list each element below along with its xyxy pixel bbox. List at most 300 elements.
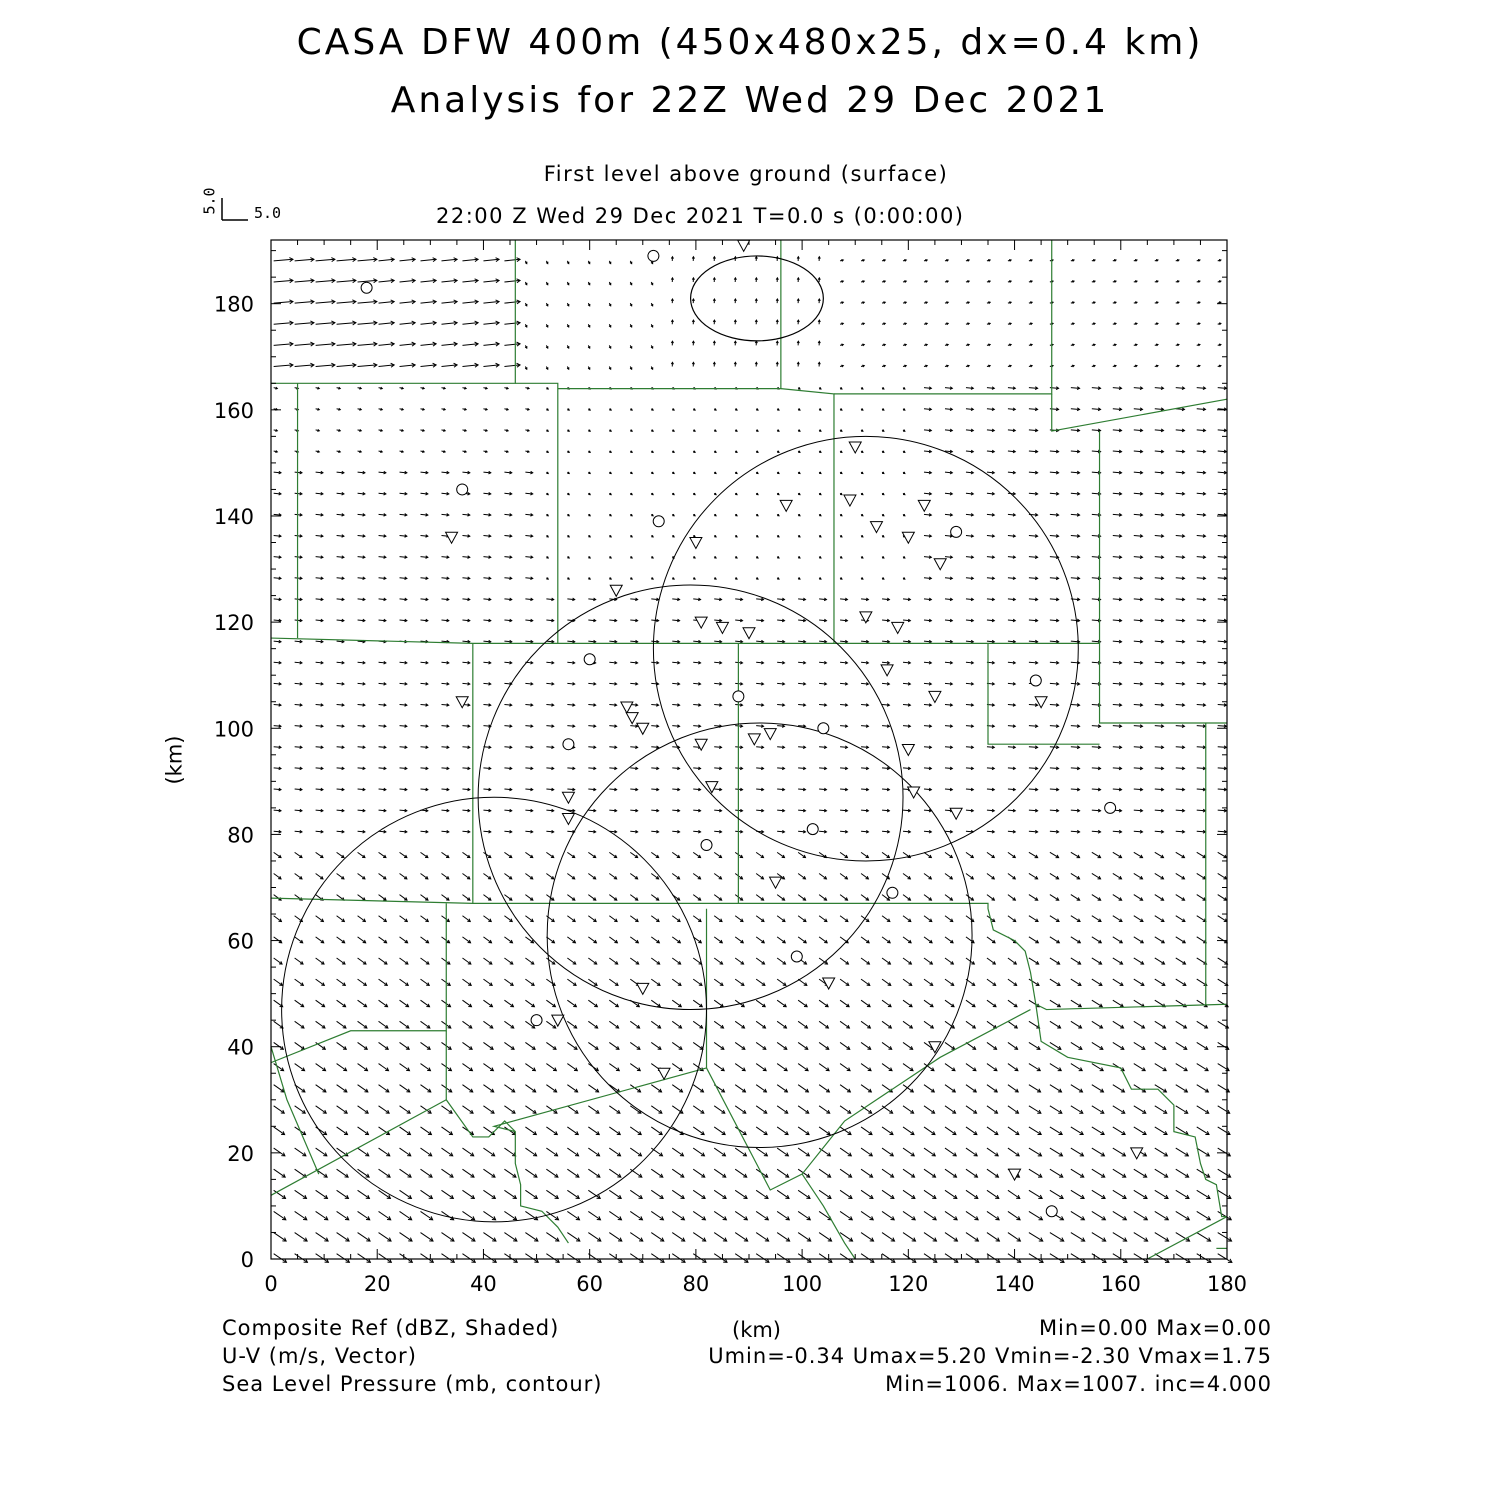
wind-arrow <box>1155 1169 1168 1177</box>
wind-arrow <box>798 873 805 878</box>
wind-arrow <box>1113 1106 1125 1113</box>
wind-arrow <box>588 1148 599 1156</box>
wind-arrow <box>1008 1042 1018 1049</box>
wind-arrow <box>1134 1211 1148 1219</box>
county-line <box>1052 394 1227 431</box>
wind-arrow <box>1155 1106 1167 1113</box>
wind-arrow <box>588 1254 601 1263</box>
wind-arrow <box>798 1148 809 1156</box>
wind-arrow <box>882 1064 892 1071</box>
wind-arrow <box>735 916 743 922</box>
wind-arrow <box>274 1064 284 1071</box>
wind-arrow <box>400 937 408 943</box>
station-circle <box>818 723 829 734</box>
wind-arrow <box>1071 1127 1083 1135</box>
wind-arrow <box>337 1064 347 1071</box>
wind-arrow <box>567 1064 577 1071</box>
wind-arrow <box>777 979 786 985</box>
wind-arrow <box>379 937 387 943</box>
wind-arrow <box>924 1085 934 1092</box>
wind-arrow <box>274 344 293 346</box>
wind-arrow <box>1134 1085 1146 1092</box>
wind-arrow <box>337 916 345 922</box>
wind-arrow <box>483 1233 495 1242</box>
radar-range-rings <box>282 436 1079 1221</box>
wind-arrow <box>1092 958 1102 964</box>
wind-arrow <box>1134 1233 1148 1242</box>
wind-arrow <box>337 873 344 878</box>
wind-arrow <box>1092 1000 1102 1006</box>
wind-arrow <box>379 1085 389 1092</box>
wind-arrow <box>840 958 848 964</box>
wind-arrow <box>630 895 637 901</box>
wind-arrow <box>651 1085 661 1092</box>
wind-arrow <box>1029 1042 1040 1049</box>
wind-arrow <box>1050 1021 1061 1028</box>
wind-arrow <box>987 937 995 943</box>
wind-arrow <box>735 937 743 943</box>
wind-arrow <box>735 1190 747 1198</box>
station-triangle <box>780 500 792 511</box>
wind-arrow <box>1176 1254 1190 1263</box>
x-tick-label: 20 <box>363 1272 391 1296</box>
wind-arrow <box>861 1127 872 1135</box>
wind-arrow <box>379 1169 391 1177</box>
wind-arrow <box>1029 1148 1042 1156</box>
wind-arrow <box>462 1233 474 1242</box>
wind-arrow <box>295 344 314 346</box>
wind-arrow <box>1197 1064 1208 1071</box>
wind-arrow <box>1134 937 1143 943</box>
wind-arrow <box>546 1169 558 1177</box>
wind-arrow <box>1092 1211 1106 1219</box>
wind-arrow <box>735 1106 746 1113</box>
wind-arrow <box>735 1042 745 1049</box>
wind-arrow <box>379 1000 388 1006</box>
wind-arrow <box>400 1254 413 1263</box>
wind-arrow <box>400 958 408 964</box>
wind-arrow <box>651 1021 660 1028</box>
wind-arrow <box>1008 1021 1017 1028</box>
wind-arrow <box>966 937 974 943</box>
wind-arrow <box>316 937 324 943</box>
wind-arrow <box>358 958 366 964</box>
wind-arrow <box>651 937 659 943</box>
wind-arrow <box>672 937 680 943</box>
station-triangle <box>552 1015 564 1026</box>
wind-arrow <box>861 1148 872 1156</box>
wind-arrow <box>483 1148 494 1156</box>
wind-arrow <box>630 1148 641 1156</box>
wind-arrow <box>714 937 722 943</box>
footer-field1-stats: Min=0.00 Max=0.00 <box>1038 1316 1272 1340</box>
wind-arrow <box>1155 1021 1166 1028</box>
footer-field3-stats: Min=1006. Max=1007. inc=4.000 <box>885 1372 1272 1396</box>
station-triangle <box>908 787 920 798</box>
wind-arrow <box>588 895 595 901</box>
wind-vectors <box>274 257 1232 1263</box>
wind-arrow <box>1092 1021 1103 1028</box>
wind-arrow <box>672 1211 684 1219</box>
station-circle <box>951 526 962 537</box>
wind-arrow <box>882 1106 893 1113</box>
wind-arrow <box>756 916 764 922</box>
wind-arrow <box>1113 916 1122 922</box>
wind-arrow <box>567 1106 578 1113</box>
wind-arrow <box>400 1127 411 1135</box>
station-circle <box>807 824 818 835</box>
wind-arrow <box>861 937 869 943</box>
station-triangle <box>770 877 782 888</box>
wind-arrow <box>945 1064 955 1071</box>
wind-arrow <box>1113 1021 1124 1028</box>
wind-arrow <box>295 1106 306 1113</box>
wind-arrow <box>798 1211 810 1219</box>
wind-arrow <box>379 1021 388 1028</box>
wind-arrow <box>714 1106 725 1113</box>
wind-arrow <box>1071 1254 1085 1263</box>
wind-arrow <box>630 958 638 964</box>
x-tick-label: 120 <box>888 1272 929 1296</box>
wind-arrow <box>840 1169 852 1177</box>
wind-arrow <box>400 1233 412 1242</box>
wind-arrow <box>987 1211 999 1219</box>
wind-arrow <box>358 1042 368 1049</box>
wind-arrow <box>693 1127 704 1135</box>
wind-arrow <box>295 937 303 943</box>
wind-arrow <box>337 344 356 346</box>
wind-arrow <box>630 1190 642 1198</box>
x-tick-label: 40 <box>470 1272 497 1296</box>
wind-arrow <box>483 1000 492 1006</box>
wind-arrow <box>462 1000 471 1006</box>
wind-arrow <box>861 979 870 985</box>
wind-arrow <box>840 1190 852 1198</box>
wind-arrow <box>316 344 335 346</box>
wind-arrow <box>1071 1021 1082 1028</box>
wind-arrow <box>798 1085 808 1092</box>
wind-arrow <box>1197 1233 1211 1242</box>
wind-arrow <box>945 1254 958 1263</box>
station-triangle <box>902 745 914 756</box>
wind-arrow <box>735 979 744 985</box>
wind-arrow <box>441 895 448 901</box>
wind-arrow <box>358 916 366 922</box>
wind-arrow <box>735 1085 745 1092</box>
wind-arrow <box>1155 958 1165 964</box>
frame-border <box>271 240 1227 1259</box>
wind-arrow <box>567 1254 580 1263</box>
wind-arrow <box>777 1148 788 1156</box>
wind-arrow <box>840 1211 852 1219</box>
wind-arrow <box>672 1085 682 1092</box>
wind-arrow <box>1176 1211 1190 1219</box>
wind-arrow <box>987 1085 997 1092</box>
wind-arrow <box>525 1042 535 1049</box>
wind-arrow <box>987 1190 999 1198</box>
wind-arrow <box>274 323 293 325</box>
wind-arrow <box>525 1233 537 1242</box>
wind-arrow <box>609 1190 621 1198</box>
county-line <box>1147 1217 1227 1259</box>
wind-arrow <box>358 323 377 325</box>
wind-arrow <box>966 1254 979 1263</box>
station-triangle <box>929 691 941 702</box>
wind-arrow <box>1008 1233 1020 1242</box>
wind-arrow <box>1071 937 1080 943</box>
wind-arrow <box>1218 1190 1231 1198</box>
wind-arrow <box>316 323 335 325</box>
wind-arrow <box>861 1085 871 1092</box>
station-circle <box>791 951 802 962</box>
wind-arrow <box>609 1211 621 1219</box>
wind-arrow <box>337 1127 348 1135</box>
wind-arrow <box>1029 1064 1040 1071</box>
wind-arrow <box>924 979 933 985</box>
wind-arrow <box>609 1064 619 1071</box>
wind-arrow <box>630 916 638 922</box>
wind-arrow <box>798 895 805 901</box>
wind-arrow <box>358 1127 369 1135</box>
wind-arrow <box>1134 1106 1146 1113</box>
wind-arrow <box>379 1064 389 1071</box>
wind-arrow <box>798 1000 807 1006</box>
wind-arrow <box>714 1254 727 1263</box>
wind-arrow <box>1113 1190 1126 1198</box>
wind-arrow <box>693 1042 703 1049</box>
y-axis-label: (km) <box>162 735 187 785</box>
wind-arrow <box>1218 916 1227 922</box>
vector-key <box>222 198 248 220</box>
wind-arrow <box>651 958 659 964</box>
wind-arrow <box>358 1190 370 1198</box>
wind-arrow <box>1092 937 1101 943</box>
wind-arrow <box>714 958 722 964</box>
wind-arrow <box>274 365 293 367</box>
wind-arrow <box>609 1148 620 1156</box>
wind-arrow <box>777 937 785 943</box>
wind-arrow <box>609 979 618 985</box>
wind-arrow <box>316 1064 326 1071</box>
wind-arrow <box>1218 1106 1230 1113</box>
county-line <box>271 903 446 1062</box>
wind-arrow <box>756 1064 766 1071</box>
wind-arrow <box>274 1106 285 1113</box>
wind-arrow <box>756 1211 768 1219</box>
wind-arrow <box>358 1233 370 1242</box>
wind-arrow <box>316 1148 327 1156</box>
wind-arrow <box>819 937 827 943</box>
wind-arrow <box>756 958 764 964</box>
wind-arrow <box>1092 1085 1104 1092</box>
wind-arrow <box>1050 1169 1063 1177</box>
wind-arrow <box>735 1169 747 1177</box>
x-tick-label: 60 <box>576 1272 604 1296</box>
wind-arrow <box>379 1233 391 1242</box>
wind-arrow <box>483 1254 496 1263</box>
wind-arrow <box>588 916 596 922</box>
wind-arrow <box>1029 958 1039 964</box>
wind-arrow <box>483 873 490 878</box>
wind-arrow <box>903 1064 913 1071</box>
station-triangle <box>860 612 872 623</box>
wind-arrow <box>840 1000 849 1006</box>
wind-arrow <box>882 1254 895 1263</box>
wind-arrow <box>609 1042 619 1049</box>
wind-arrow <box>630 1254 643 1263</box>
wind-arrow <box>337 302 356 304</box>
wind-arrow <box>756 1190 768 1198</box>
wind-arrow <box>295 1233 307 1242</box>
wind-arrow <box>840 1254 853 1263</box>
wind-arrow <box>693 1254 706 1263</box>
wind-arrow <box>756 937 764 943</box>
wind-arrow <box>1008 1127 1019 1135</box>
wind-arrow <box>274 302 293 304</box>
wind-arrow <box>400 873 407 878</box>
station-triangle <box>844 495 856 506</box>
wind-arrow <box>525 1127 536 1135</box>
wind-arrow <box>987 979 996 985</box>
wind-arrow <box>295 1042 305 1049</box>
wind-arrow <box>1050 1148 1063 1156</box>
wind-arrow <box>966 1148 977 1156</box>
wind-arrow <box>882 979 891 985</box>
wind-arrow <box>462 873 469 878</box>
wind-arrow <box>966 916 974 922</box>
wind-arrow <box>337 979 346 985</box>
y-tick-label: 20 <box>227 1141 254 1166</box>
wind-arrow <box>462 916 470 922</box>
wind-arrow <box>945 916 953 922</box>
wind-arrow <box>1155 1148 1168 1156</box>
wind-arrow <box>588 1211 600 1219</box>
wind-arrow <box>1218 979 1228 985</box>
wind-arrow <box>358 979 367 985</box>
wind-arrow <box>274 895 281 901</box>
wind-arrow <box>966 1106 977 1113</box>
wind-arrow <box>903 1169 915 1177</box>
wind-arrow <box>316 1233 328 1242</box>
wind-arrow <box>483 1211 495 1219</box>
wind-arrow <box>882 1211 894 1219</box>
y-tick-label: 160 <box>213 398 254 423</box>
wind-arrow <box>756 895 763 901</box>
wind-arrow <box>693 1169 705 1177</box>
wind-arrow <box>567 1233 579 1242</box>
wind-arrow <box>1029 937 1038 943</box>
wind-arrow <box>1029 1233 1043 1242</box>
wind-arrow <box>819 1106 830 1113</box>
wind-arrow <box>819 1169 831 1177</box>
wind-arrow <box>987 1148 998 1156</box>
vector-key-u: 5.0 <box>254 204 282 222</box>
wind-arrow <box>441 937 449 943</box>
wind-arrow <box>693 1085 703 1092</box>
wind-arrow <box>1071 958 1081 964</box>
wind-arrow <box>924 1211 936 1219</box>
station-triangle <box>658 1068 670 1079</box>
wind-arrow <box>421 1064 431 1071</box>
station-triangle <box>562 813 574 824</box>
wind-arrow <box>274 1254 287 1263</box>
wind-arrow <box>903 873 910 878</box>
wind-arrow <box>693 873 700 878</box>
wind-arrow <box>400 979 409 985</box>
wind-arrow <box>504 937 512 943</box>
wind-arrow <box>945 1148 956 1156</box>
wind-arrow <box>1050 1254 1064 1263</box>
wind-arrow <box>861 1000 870 1006</box>
wind-arrow <box>525 1169 537 1177</box>
wind-arrow <box>861 1064 871 1071</box>
wind-arrow <box>1050 1064 1061 1071</box>
wind-arrow <box>861 1254 874 1263</box>
wind-arrow <box>546 1190 558 1198</box>
wind-arrow <box>861 1211 873 1219</box>
wind-arrow <box>337 1254 350 1263</box>
wind-arrow <box>756 1021 765 1028</box>
wind-arrow <box>945 1127 956 1135</box>
wind-arrow <box>672 1169 684 1177</box>
time-label: 22:00 Z Wed 29 Dec 2021 T=0.0 s (0:00:00) <box>436 204 965 228</box>
wind-arrow <box>672 1021 681 1028</box>
wind-arrow <box>462 895 469 901</box>
wind-arrow <box>714 979 723 985</box>
wind-arrow <box>630 1021 639 1028</box>
wind-arrow <box>987 873 994 878</box>
wind-arrow <box>1092 1127 1104 1135</box>
station-triangle <box>637 983 649 994</box>
wind-arrow <box>924 1127 935 1135</box>
wind-arrow <box>1155 1211 1169 1219</box>
wind-arrow <box>945 1190 957 1198</box>
wind-arrow <box>1092 1169 1105 1177</box>
wind-arrow <box>1197 1127 1209 1135</box>
wind-arrow <box>504 958 512 964</box>
wind-arrow <box>567 937 575 943</box>
wind-arrow <box>525 1148 536 1156</box>
wind-arrow <box>504 1106 515 1113</box>
wind-arrow <box>1113 1148 1126 1156</box>
wind-arrow <box>421 1169 433 1177</box>
wind-arrow <box>1113 1042 1124 1049</box>
wind-arrow <box>358 1000 367 1006</box>
station-circle <box>584 654 595 665</box>
wind-arrow <box>274 979 283 985</box>
wind-arrow <box>483 1085 493 1092</box>
wind-arrow <box>462 1190 474 1198</box>
wind-arrow <box>693 1106 704 1113</box>
wind-arrow <box>1071 1233 1085 1242</box>
y-tick-label: 120 <box>213 611 254 636</box>
wind-arrow <box>421 1000 430 1006</box>
wind-arrow <box>672 979 681 985</box>
wind-arrow <box>1134 1021 1145 1028</box>
wind-arrow <box>903 1190 915 1198</box>
wind-arrow <box>840 873 847 878</box>
wind-arrow <box>1176 1064 1187 1071</box>
wind-arrow <box>358 1254 371 1263</box>
wind-arrow <box>462 1021 471 1028</box>
wind-arrow <box>400 895 407 901</box>
wind-arrow <box>379 1106 390 1113</box>
wind-arrow <box>358 937 366 943</box>
wind-arrow <box>903 1021 912 1028</box>
wind-arrow <box>1134 1000 1144 1006</box>
wind-arrow <box>1113 1169 1126 1177</box>
x-axis-label: (km) <box>732 1318 782 1342</box>
